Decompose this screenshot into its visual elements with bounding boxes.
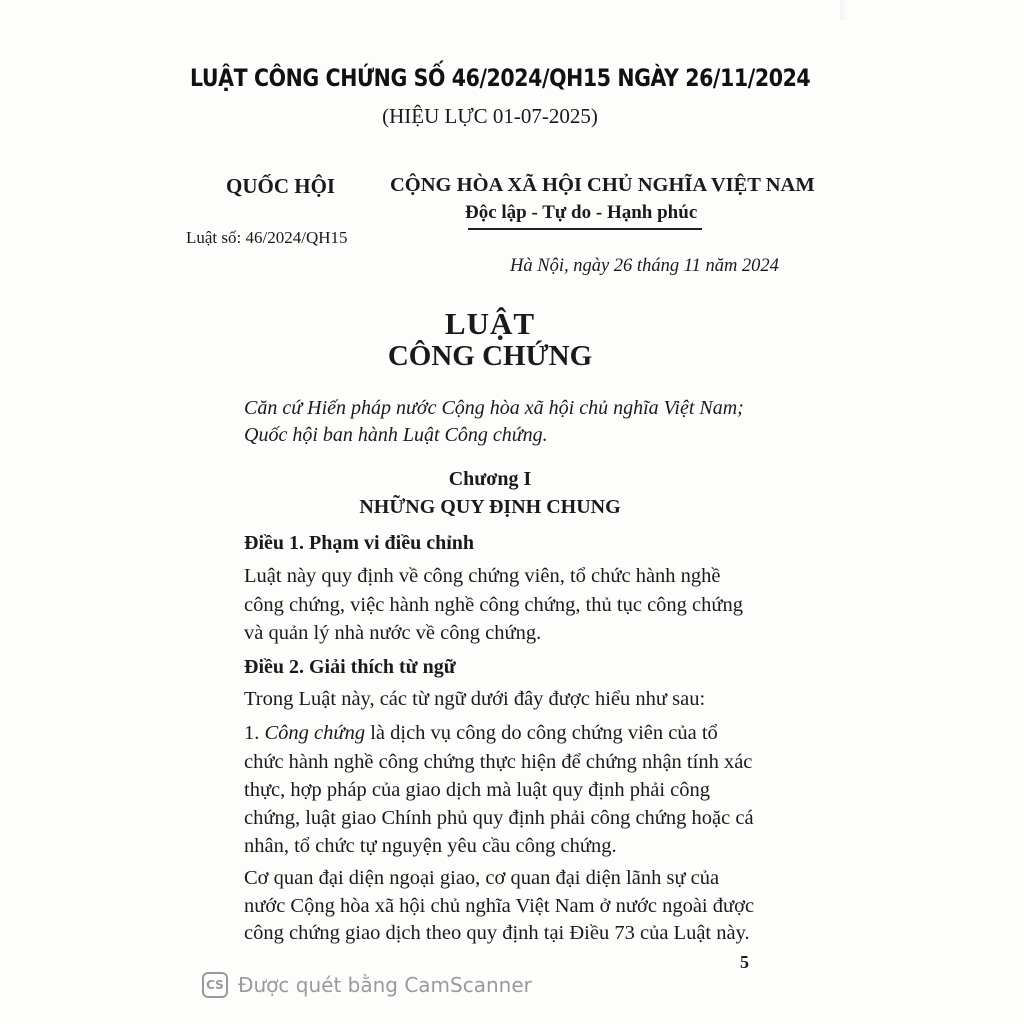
camscanner-logo-icon: CS (202, 972, 228, 998)
place-date: Hà Nội, ngày 26 tháng 11 năm 2024 (510, 256, 779, 276)
issuing-organ: QUỐC HỘI (226, 174, 336, 198)
law-number: Luật số: 46/2024/QH15 (186, 228, 348, 247)
page-fold (840, 0, 848, 20)
page-number: 5 (740, 952, 749, 972)
article-title: Điều 1. Phạm vi điều chỉnh (244, 532, 475, 554)
article-text-line: công chứng giao dịch theo quy định tại Điều 73 của Luật này. (244, 922, 750, 944)
definition-text: là dịch vụ công do công chứng viên của tổ (365, 722, 718, 744)
effective-date: (HIỆU LỰC 01-07-2025) (382, 104, 598, 128)
chapter-number: Chương I (448, 468, 532, 490)
document-title: LUẬT CÔNG CHỨNG SỐ 46/2024/QH15 NGÀY 26/11/2024 (190, 64, 811, 92)
defined-term: Công chứng (264, 722, 366, 744)
motto-underline (468, 228, 702, 230)
article-text-line: chứng, luật giao Chính phủ quy định phải công chứng hoặc cá (244, 807, 754, 829)
article-text-line: nước Cộng hòa xã hội chủ nghĩa Việt Nam ở nước ngoài được (244, 895, 755, 917)
law-name: CÔNG CHỨNG (387, 340, 593, 372)
article-text-line: Luật này quy định về công chứng viên, tổ chức hành nghề (244, 565, 721, 587)
article-text-line: thực, hợp pháp của giao dịch mà luật quy định phải công (244, 779, 711, 801)
article-text-line: nhân, tổ chức tự nguyện yêu cầu công chứng. (244, 835, 617, 857)
camscanner-watermark (202, 968, 532, 1002)
chapter-title: NHỮNG QUY ĐỊNH CHUNG (359, 496, 621, 518)
legal-basis-line: Căn cứ Hiến pháp nước Cộng hòa xã hội chủ nghĩa Việt Nam; (244, 397, 744, 419)
article-title: Điều 2. Giải thích từ ngữ (244, 656, 456, 678)
article-text-line: Cơ quan đại diện ngoại giao, cơ quan đại diện lãnh sự của (244, 867, 720, 889)
law-heading: LUẬT (444, 306, 536, 341)
definition-number: 1. (244, 722, 265, 744)
legal-basis-line: Quốc hội ban hành Luật Công chứng. (244, 424, 548, 446)
article-text-line: chức hành nghề công chứng thực hiện để chứng nhận tính xác (244, 751, 753, 773)
republic-name: CỘNG HÒA XÃ HỘI CHỦ NGHĨA VIỆT NAM (390, 174, 815, 196)
definition-first-line (244, 722, 718, 745)
watermark-text: Được quét bằng CamScanner (238, 973, 532, 997)
article-text-line: công chứng, việc hành nghề công chứng, thủ tục công chứng (244, 594, 744, 616)
article-text-line: và quản lý nhà nước về công chứng. (244, 622, 542, 644)
article-text-line: Trong Luật này, các từ ngữ dưới đây được hiểu như sau: (244, 688, 706, 710)
national-motto: Độc lập - Tự do - Hạnh phúc (465, 202, 698, 223)
